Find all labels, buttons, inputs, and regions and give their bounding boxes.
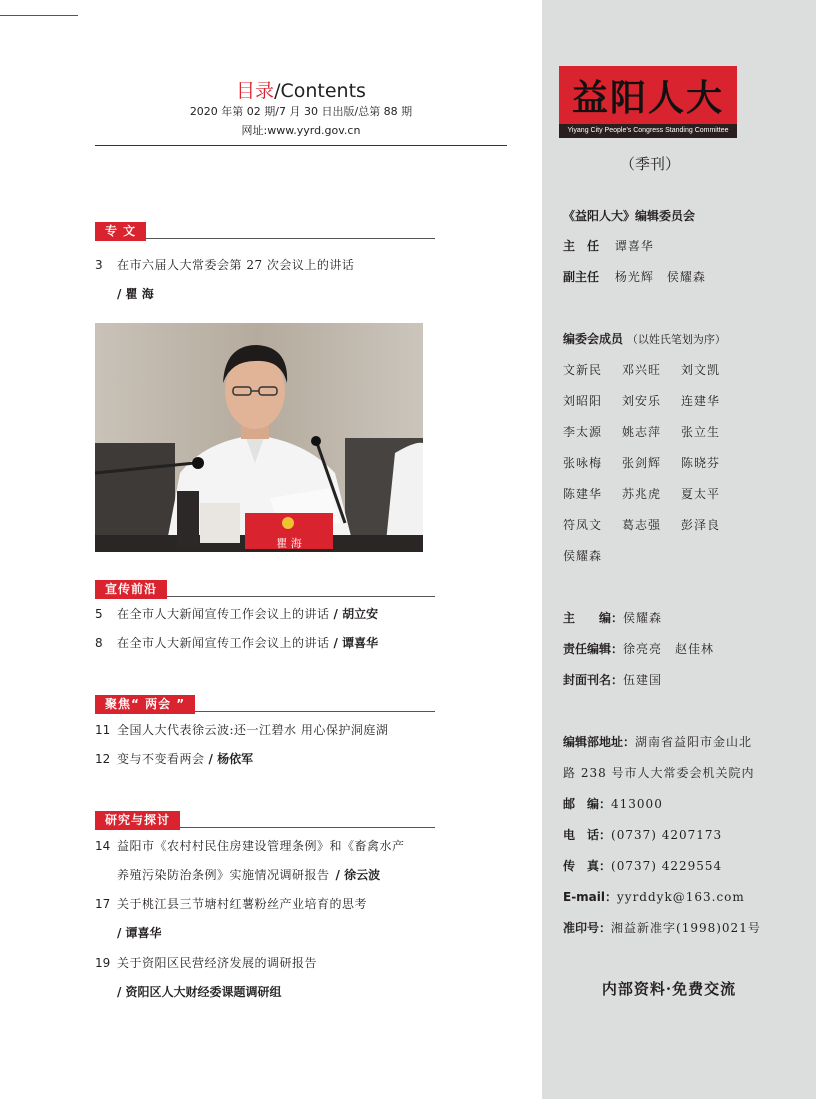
article-title: 全国人大代表徐云波:还一江碧水 用心保护洞庭湖 <box>117 723 389 737</box>
member-name: 张咏梅 <box>563 456 603 470</box>
postcode-value: 413000 <box>611 797 663 811</box>
email-value[interactable]: yyrddyk@163.com <box>617 890 745 904</box>
phone-value: (0737) 4207173 <box>611 828 723 842</box>
top-corner-rule <box>0 15 78 16</box>
member-name: 张立生 <box>681 425 721 439</box>
toc-entry[interactable] <box>95 634 378 651</box>
fax-label: 传 真： <box>563 859 612 873</box>
section-tag: 专 文 <box>95 222 146 241</box>
article-title: 在市六届人大常委会第 27 次会议上的讲话 <box>117 258 355 272</box>
toc-entry[interactable] <box>95 750 253 767</box>
editors-label: 责任编辑： <box>563 642 624 656</box>
section-header-two-sessions <box>95 693 435 712</box>
page-number: 5 <box>95 607 103 621</box>
phone-row <box>563 826 722 843</box>
page-number: 19 <box>95 956 111 970</box>
member-name: 连建华 <box>681 394 721 408</box>
page-number: 11 <box>95 723 111 737</box>
member-name: 刘文凯 <box>681 363 721 377</box>
toc-entry-author-line <box>117 285 154 302</box>
address-line-2: 路 238 号市人大常委会机关院内 <box>563 766 755 780</box>
page-number: 17 <box>95 897 111 911</box>
issue-line: 2020 年第 02 期/7 月 30 日出版/总第 88 期 <box>189 105 413 118</box>
editors-names: 徐亮亮 赵佳林 <box>623 642 715 656</box>
fax-row <box>563 857 722 874</box>
deputy-names: 杨光辉 侯耀森 <box>614 270 706 284</box>
toc-entry[interactable] <box>95 954 317 971</box>
article-author: / 胡立安 <box>333 607 379 621</box>
article-title: 在全市人大新闻宣传工作会议上的讲话 <box>117 607 330 621</box>
member-name: 夏太平 <box>681 487 721 501</box>
member-name: 陈建华 <box>563 487 603 501</box>
permit-value: 湘益新准字(1998)021号 <box>611 921 761 935</box>
address-line-1: 湖南省益阳市金山北 <box>635 735 753 749</box>
member-name: 陈晓芬 <box>681 456 721 470</box>
speaker-photo <box>95 323 423 552</box>
contents-title <box>95 76 507 103</box>
website-line: 网址:www.yyrd.gov.cn <box>241 124 361 137</box>
article-author: / 谭喜华 <box>333 636 379 650</box>
director-name: 谭喜华 <box>614 239 654 253</box>
cover-title-row <box>563 671 662 688</box>
members-label: 编委会成员 <box>563 332 624 346</box>
article-author: / 谭喜华 <box>117 926 162 940</box>
quarterly-label: （季刊） <box>620 155 681 173</box>
article-author: / 瞿 海 <box>117 287 154 301</box>
email-row <box>563 888 745 905</box>
member-name: 姚志萍 <box>622 425 662 439</box>
deputy-row <box>563 268 706 285</box>
section-tag: 聚焦“ 两会 ” <box>95 695 195 714</box>
toc-entry-author-line <box>117 924 162 941</box>
member-name: 彭泽良 <box>681 518 721 532</box>
member-name: 葛志强 <box>622 518 662 532</box>
logo-subtitle: Yiyang City People’s Congress Standing Committee <box>559 124 737 138</box>
director-row <box>563 237 654 254</box>
contents-title-en: /Contents <box>274 80 366 102</box>
toc-entry[interactable] <box>95 721 388 738</box>
toc-entry-author-line <box>117 983 282 1000</box>
article-title: 关于资阳区民营经济发展的调研报告 <box>117 956 318 970</box>
toc-entry[interactable] <box>95 837 405 854</box>
section-header-special <box>95 220 435 239</box>
internal-material-note: 内部资料·免费交流 <box>601 980 737 998</box>
members-header <box>563 330 726 347</box>
article-author: / 资阳区人大财经委课题调研组 <box>117 985 282 999</box>
member-name: 刘安乐 <box>622 394 662 408</box>
page-number: 3 <box>95 258 103 272</box>
article-author: / 杨依军 <box>208 752 254 766</box>
postcode-row <box>563 795 663 812</box>
page-number: 8 <box>95 636 103 650</box>
permit-label: 准印号： <box>563 921 612 935</box>
section-header-publicity <box>95 578 435 597</box>
member-name: 文新民 <box>563 363 603 377</box>
member-name: 刘昭阳 <box>563 394 603 408</box>
chief-editor-label: 主 编： <box>563 611 624 625</box>
toc-entry[interactable] <box>95 605 378 622</box>
logo-title: 益阳人大 <box>571 77 724 119</box>
article-title: 关于桃江县三节塘村红薯粉丝产业培育的思考 <box>117 897 368 911</box>
contents-title-cn: 目录 <box>236 80 275 102</box>
cover-title-name: 伍建国 <box>623 673 663 687</box>
chief-editor-name: 侯耀森 <box>623 611 663 625</box>
page-number: 14 <box>95 839 111 853</box>
member-name: 侯耀森 <box>563 549 603 563</box>
section-tag: 宣传前沿 <box>95 580 167 599</box>
chief-editor-row <box>563 609 662 626</box>
members-note: （以姓氏笔划为序） <box>626 333 726 346</box>
director-label: 主 任 <box>563 239 600 253</box>
nameplate-text: 瞿 海 <box>276 537 302 550</box>
address-label: 编辑部地址： <box>563 735 636 749</box>
deputy-label: 副主任 <box>563 270 600 284</box>
member-name: 李太源 <box>563 425 603 439</box>
toc-entry[interactable] <box>95 895 367 912</box>
address-row <box>563 733 752 750</box>
header-divider <box>95 145 507 146</box>
magazine-logo <box>559 66 737 138</box>
fax-value: (0737) 4229554 <box>611 859 723 873</box>
editors-row <box>563 640 714 657</box>
email-label: E-mail： <box>563 890 618 904</box>
article-title: 益阳市《农村村民住房建设管理条例》和《畜禽水产 <box>117 839 405 853</box>
permit-row <box>563 919 761 936</box>
article-title: 变与不变看两会 <box>117 752 205 766</box>
section-tag: 研究与探讨 <box>95 811 180 830</box>
toc-entry-continuation <box>117 866 380 883</box>
address-row-2 <box>563 764 755 781</box>
article-author: / 徐云波 <box>335 868 381 882</box>
member-name: 邓兴旺 <box>622 363 662 377</box>
speaker-photo-illustration <box>95 323 423 552</box>
section-header-research <box>95 809 435 828</box>
committee-title: 《益阳人大》编辑委员会 <box>563 209 696 223</box>
phone-label: 电 话： <box>563 828 612 842</box>
article-title-continued: 养殖污染防治条例》实施情况调研报告 <box>117 868 330 882</box>
member-name: 苏兆虎 <box>622 487 662 501</box>
postcode-label: 邮 编： <box>563 797 612 811</box>
toc-entry[interactable] <box>95 256 354 273</box>
article-title: 在全市人大新闻宣传工作会议上的讲话 <box>117 636 330 650</box>
member-name: 符凤文 <box>563 518 603 532</box>
page-number: 12 <box>95 752 111 766</box>
member-name: 张剑辉 <box>622 456 662 470</box>
cover-title-label: 封面刊名： <box>563 673 624 687</box>
